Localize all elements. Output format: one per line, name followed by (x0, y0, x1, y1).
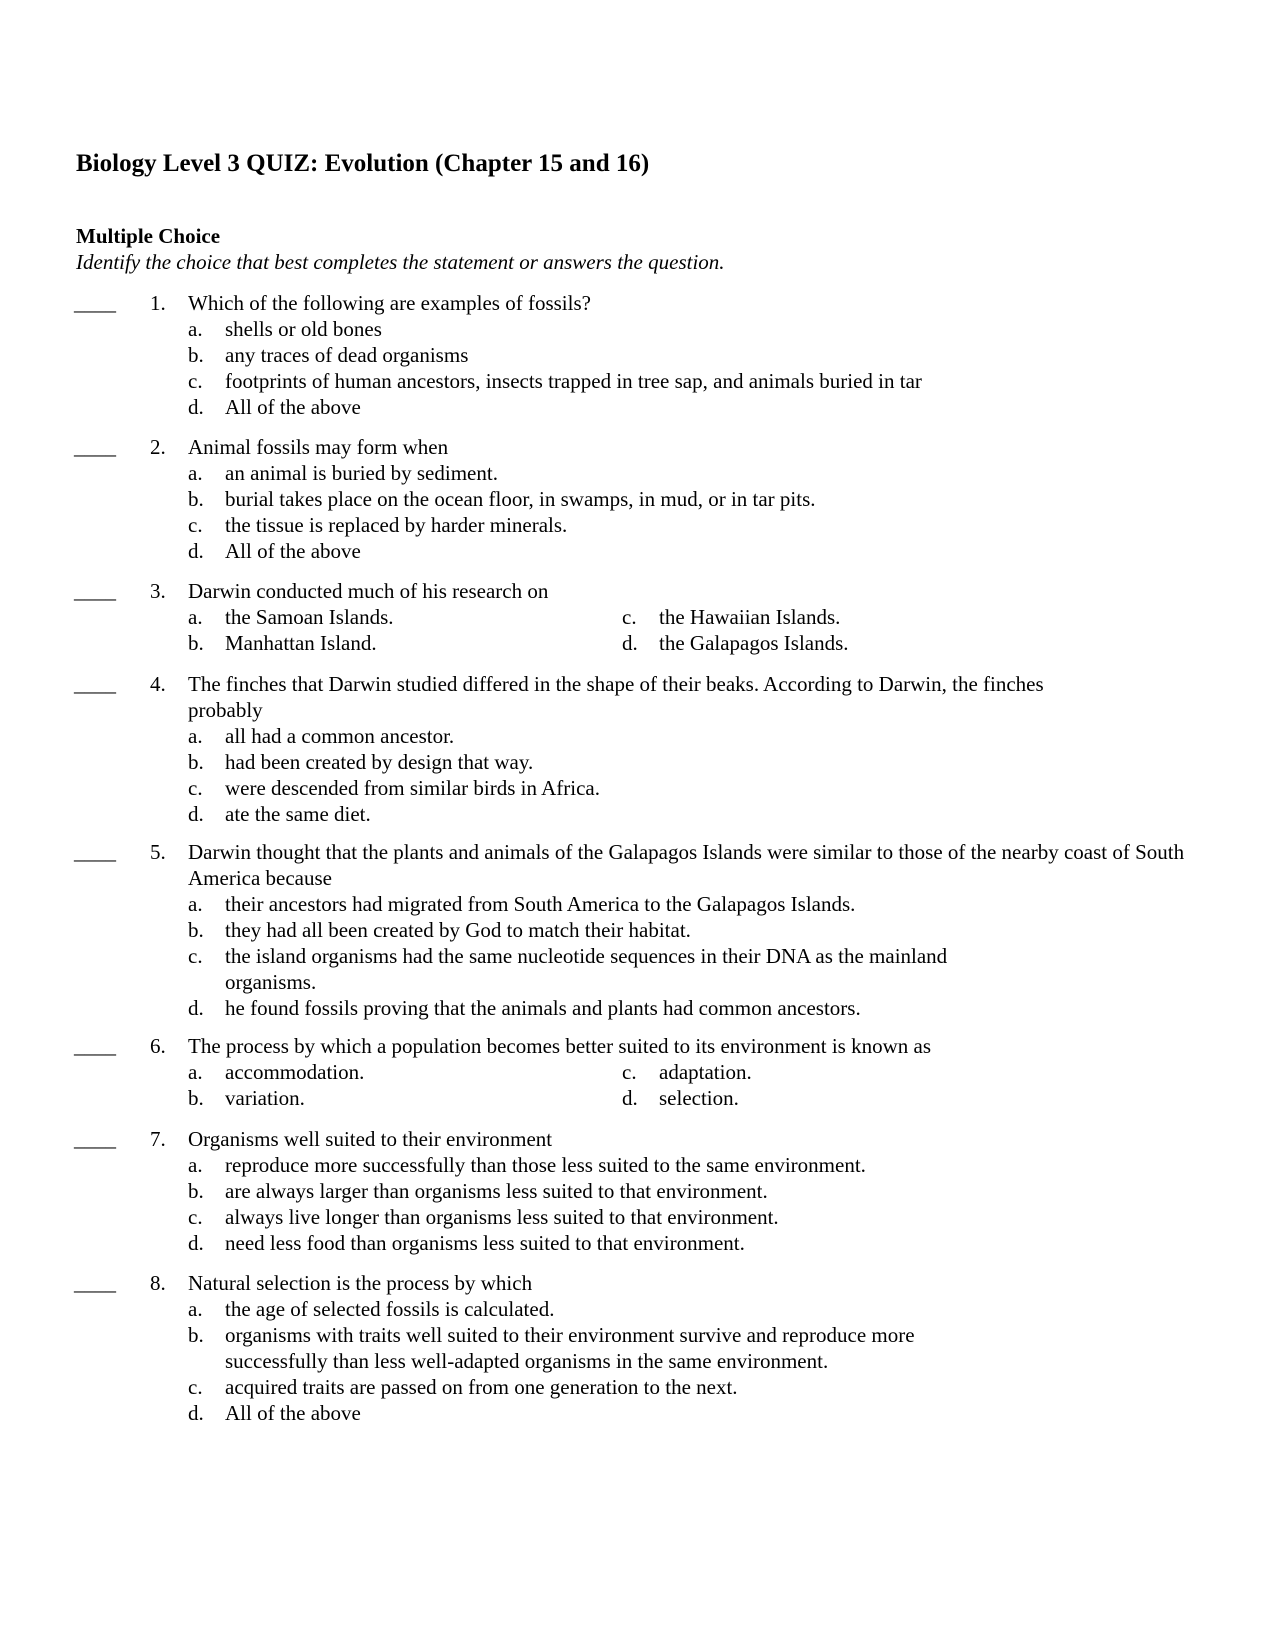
question-text: Which of the following are examples of fossils? (188, 291, 591, 315)
question-number: 1. (150, 291, 166, 315)
option-text: selection. (659, 1086, 739, 1110)
option (0, 891, 1275, 917)
option-text: Manhattan Island. (225, 631, 377, 655)
option-text: organisms with traits well suited to their environment survive and reproduce more successfully than less well-adapted organisms in the same environment. (225, 1323, 915, 1373)
option-letter: c. (188, 369, 203, 393)
option-letter: c. (188, 513, 203, 537)
option-letter: d. (188, 802, 204, 826)
option-text: had been created by design that way. (225, 750, 534, 774)
answer-blank: ____ (74, 672, 116, 696)
answer-blank: ____ (74, 1127, 116, 1151)
option-text: accommodation. (225, 1060, 365, 1084)
option-text: shells or old bones (225, 317, 382, 341)
option-text: All of the above (225, 395, 361, 419)
instructions: Identify the choice that best completes the statement or answers the question. (76, 250, 725, 274)
option (188, 630, 628, 656)
option-letter: b. (188, 343, 204, 367)
option-letter: d. (622, 631, 638, 655)
option-letter: c. (622, 1060, 637, 1084)
section-heading: Multiple Choice (76, 224, 221, 248)
option-text: were descended from similar birds in Africa. (225, 776, 600, 800)
question-number: 4. (150, 672, 166, 696)
option-text: adaptation. (659, 1060, 752, 1084)
option-letter: b. (188, 1323, 204, 1347)
option-text: an animal is buried by sediment. (225, 461, 498, 485)
option-letter: d. (188, 539, 204, 563)
question-number: 7. (150, 1127, 166, 1151)
option-letter: d. (622, 1086, 638, 1110)
option-letter: c. (188, 776, 203, 800)
option (0, 801, 1275, 827)
option (0, 723, 1275, 749)
option-letter: c. (188, 1375, 203, 1399)
option (0, 538, 1275, 564)
question-5 (0, 839, 1275, 1020)
question-number: 3. (150, 579, 166, 603)
option-letter: b. (188, 1086, 204, 1110)
option-text: reproduce more successfully than those less suited to the same environment. (225, 1153, 866, 1177)
option (0, 995, 1275, 1021)
option-letter: a. (188, 892, 203, 916)
quiz-title: Biology Level 3 QUIZ: Evolution (Chapter 15 and 16) (76, 150, 650, 177)
option (0, 460, 1275, 486)
option-letter: c. (188, 944, 203, 968)
option (622, 630, 1062, 656)
option-text: the Samoan Islands. (225, 605, 394, 629)
option-letter: a. (188, 724, 203, 748)
option-text: he found fossils proving that the animals and plants had common ancestors. (225, 996, 861, 1020)
option (0, 394, 1275, 420)
question-1 (0, 290, 1275, 419)
option-letter: b. (188, 487, 204, 511)
option (0, 486, 1275, 512)
option-letter: d. (188, 996, 204, 1020)
question-number: 5. (150, 840, 166, 864)
question-2 (0, 434, 1275, 563)
question-number: 6. (150, 1034, 166, 1058)
option (188, 604, 628, 630)
option-letter: a. (188, 1060, 203, 1084)
question-3 (0, 578, 1275, 655)
answer-blank: ____ (74, 435, 116, 459)
question-4 (0, 671, 1275, 826)
option (622, 1059, 1062, 1085)
question-number: 8. (150, 1271, 166, 1295)
option (0, 342, 1275, 368)
option-letter: a. (188, 1297, 203, 1321)
answer-blank: ____ (74, 840, 116, 864)
option-text: the tissue is replaced by harder minerals. (225, 513, 568, 537)
option (0, 368, 1275, 394)
option (0, 917, 1275, 943)
answer-blank: ____ (74, 579, 116, 603)
option-text: the island organisms had the same nucleotide sequences in their DNA as the mainland organisms. (225, 944, 948, 994)
option (0, 1400, 1275, 1426)
option-letter: a. (188, 1153, 203, 1177)
answer-blank: ____ (74, 1034, 116, 1058)
option-text: footprints of human ancestors, insects trapped in tree sap, and animals buried in tar (225, 369, 922, 393)
option-letter: a. (188, 461, 203, 485)
answer-blank: ____ (74, 291, 116, 315)
question-text: Organisms well suited to their environment (188, 1127, 553, 1151)
question-text: Animal fossils may form when (188, 435, 449, 459)
option-letter: b. (188, 918, 204, 942)
question-text: Darwin conducted much of his research on (188, 579, 549, 603)
option (0, 1322, 1275, 1374)
option-letter: b. (188, 1179, 204, 1203)
option (622, 1085, 1062, 1111)
option (0, 943, 1275, 995)
option-text: All of the above (225, 539, 361, 563)
option-letter: b. (188, 750, 204, 774)
option-text: their ancestors had migrated from South America to the Galapagos Islands. (225, 892, 856, 916)
question-7 (0, 1126, 1275, 1255)
option (622, 604, 1062, 630)
question-text: Darwin thought that the plants and animals of the Galapagos Islands were similar to those of the nearby coast of South America because (188, 840, 1185, 890)
option-text: variation. (225, 1086, 305, 1110)
option-text: all had a common ancestor. (225, 724, 455, 748)
option-letter: d. (188, 395, 204, 419)
option-text: are always larger than organisms less suited to that environment. (225, 1179, 768, 1203)
question-text: The process by which a population becomes better suited to its environment is known as (188, 1034, 932, 1058)
option (0, 1296, 1275, 1322)
option-letter: b. (188, 631, 204, 655)
question-text: The finches that Darwin studied differed in the shape of their beaks. According to Darwin, the finches probably (188, 672, 1044, 722)
option-text: burial takes place on the ocean floor, in swamps, in mud, or in tar pits. (225, 487, 816, 511)
option (0, 749, 1275, 775)
question-8 (0, 1270, 1275, 1425)
question-text: Natural selection is the process by which (188, 1271, 533, 1295)
option-text: the Galapagos Islands. (659, 631, 849, 655)
option (0, 1230, 1275, 1256)
option-letter: d. (188, 1401, 204, 1425)
option-letter: c. (188, 1205, 203, 1229)
option (0, 1152, 1275, 1178)
option (0, 316, 1275, 342)
option-text: any traces of dead organisms (225, 343, 469, 367)
option (188, 1059, 628, 1085)
option-text: the age of selected fossils is calculated. (225, 1297, 555, 1321)
option-text: ate the same diet. (225, 802, 371, 826)
option (0, 1374, 1275, 1400)
option-letter: a. (188, 317, 203, 341)
option (188, 1085, 628, 1111)
option-letter: a. (188, 605, 203, 629)
option-text: All of the above (225, 1401, 361, 1425)
question-6 (0, 1033, 1275, 1110)
option (0, 1204, 1275, 1230)
option-text: they had all been created by God to match their habitat. (225, 918, 691, 942)
option-letter: c. (622, 605, 637, 629)
option-text: acquired traits are passed on from one generation to the next. (225, 1375, 738, 1399)
option (0, 775, 1275, 801)
option (0, 1178, 1275, 1204)
option-letter: d. (188, 1231, 204, 1255)
question-number: 2. (150, 435, 166, 459)
answer-blank: ____ (74, 1271, 116, 1295)
option-text: the Hawaiian Islands. (659, 605, 841, 629)
option-text: always live longer than organisms less suited to that environment. (225, 1205, 779, 1229)
option-text: need less food than organisms less suited to that environment. (225, 1231, 745, 1255)
option (0, 512, 1275, 538)
